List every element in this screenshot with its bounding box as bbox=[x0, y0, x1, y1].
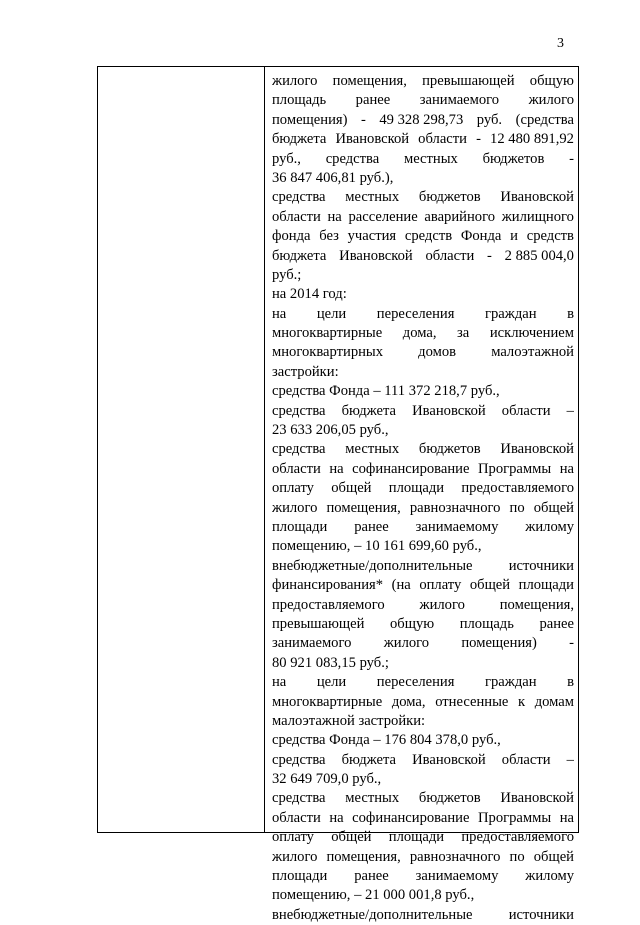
word: многоквартирные bbox=[272, 325, 383, 342]
word: цели bbox=[316, 674, 347, 691]
word: 12 480 891,92 bbox=[490, 131, 574, 148]
word: жилого bbox=[383, 635, 430, 652]
text-line bbox=[272, 111, 574, 130]
word: 49 328 298,73 bbox=[379, 111, 464, 128]
word: финансирования* bbox=[272, 577, 384, 594]
word: бюджетов bbox=[418, 189, 481, 206]
word: жилого bbox=[272, 499, 318, 516]
word: занимаемому bbox=[415, 868, 499, 885]
text-line: 80 921 083,15 руб.; bbox=[272, 654, 389, 671]
word: Ивановской bbox=[500, 189, 574, 206]
word: жилищного bbox=[501, 208, 574, 225]
word: многоквартирные bbox=[272, 693, 383, 710]
word: области bbox=[501, 751, 551, 768]
word: бюджета bbox=[341, 751, 397, 768]
word: - bbox=[487, 247, 492, 264]
word: превышающей bbox=[422, 73, 515, 89]
text-line bbox=[272, 867, 574, 886]
word: области bbox=[418, 131, 467, 148]
text-line: помещению, – 10 161 699,60 руб., bbox=[272, 538, 482, 555]
text-line bbox=[272, 828, 574, 847]
word: (средства bbox=[515, 111, 574, 128]
word: домам bbox=[534, 693, 574, 710]
text-line bbox=[272, 188, 574, 207]
word: граждан bbox=[484, 674, 537, 691]
text-line: средства Фонда – 176 804 378,0 руб., bbox=[272, 732, 501, 749]
text-line bbox=[272, 518, 574, 537]
word: помещения, bbox=[326, 499, 401, 516]
word: площадь bbox=[272, 92, 327, 109]
word: местных bbox=[403, 150, 458, 167]
word: в bbox=[567, 305, 574, 322]
word: ранее bbox=[355, 92, 391, 109]
text-line bbox=[272, 479, 574, 498]
word: области bbox=[272, 460, 321, 477]
text-line bbox=[272, 557, 574, 576]
word: жилому bbox=[525, 868, 574, 885]
word: средства bbox=[272, 790, 326, 807]
word: исключением bbox=[489, 325, 574, 342]
word: по bbox=[509, 848, 525, 865]
text-line bbox=[272, 402, 574, 421]
word: малоэтажной bbox=[491, 344, 574, 361]
word: и bbox=[510, 228, 518, 245]
word: на bbox=[329, 460, 344, 477]
column-divider bbox=[264, 67, 265, 832]
financing-text-cell bbox=[272, 72, 574, 925]
word: предоставляемого bbox=[461, 480, 574, 497]
word: помещения) bbox=[461, 635, 537, 652]
word: 2 885 004,0 bbox=[504, 247, 574, 264]
word: оплату bbox=[272, 829, 314, 846]
word: области bbox=[501, 402, 551, 419]
word: - bbox=[569, 150, 574, 167]
word: (на bbox=[391, 577, 411, 594]
word: руб. bbox=[476, 111, 503, 128]
text-line bbox=[272, 343, 574, 362]
word: граждан bbox=[484, 305, 537, 322]
word: Ивановской bbox=[500, 790, 574, 807]
program-table bbox=[97, 66, 579, 923]
word: площадь bbox=[459, 615, 514, 632]
text-line bbox=[272, 634, 574, 653]
word: площади bbox=[272, 518, 328, 535]
word: бюджета bbox=[272, 247, 327, 264]
word: средства bbox=[272, 751, 326, 768]
word: жилого bbox=[272, 848, 318, 865]
word: Ивановской bbox=[412, 751, 486, 768]
word: дома, bbox=[391, 693, 426, 710]
text-line: руб.; bbox=[272, 266, 302, 283]
word: на bbox=[272, 674, 287, 691]
word: многоквартирных bbox=[272, 344, 384, 361]
text-line bbox=[272, 789, 574, 808]
word: внебюджетные/дополнительные bbox=[272, 557, 473, 574]
word: жилого bbox=[528, 92, 574, 109]
word: помещения, bbox=[326, 848, 401, 865]
word: фонда bbox=[272, 228, 311, 245]
word: Программы bbox=[477, 809, 552, 826]
word: общей bbox=[533, 499, 574, 516]
text-line: средства Фонда – 111 372 218,7 руб., bbox=[272, 383, 500, 400]
word: софинансирование bbox=[352, 460, 470, 477]
text-line: 36 847 406,81 руб.), bbox=[272, 169, 394, 186]
text-line: 23 633 206,05 руб., bbox=[272, 422, 389, 439]
text-line bbox=[272, 576, 574, 595]
word: предоставляемого bbox=[461, 829, 574, 846]
word: Ивановской bbox=[339, 247, 413, 264]
word: области bbox=[425, 247, 475, 264]
word: расселение bbox=[348, 208, 418, 225]
word: софинансирование bbox=[352, 809, 470, 826]
word: общей bbox=[331, 829, 372, 846]
page-number: 3 bbox=[557, 36, 564, 51]
text-line bbox=[272, 848, 574, 867]
word: области bbox=[272, 208, 321, 225]
word: руб., bbox=[272, 150, 301, 167]
word: аварийного bbox=[424, 208, 496, 225]
word: равнозначного bbox=[409, 499, 501, 516]
word: общей bbox=[331, 480, 372, 497]
word: предоставляемого bbox=[272, 596, 385, 613]
word: на bbox=[329, 809, 344, 826]
word: источники bbox=[508, 906, 574, 923]
word: местных bbox=[345, 441, 400, 458]
word: переселения bbox=[376, 305, 455, 322]
text-line bbox=[272, 227, 574, 246]
word: Ивановской bbox=[412, 402, 486, 419]
word: внебюджетные/дополнительные bbox=[272, 906, 473, 923]
word: Программы bbox=[477, 460, 552, 477]
word: общей bbox=[533, 848, 574, 865]
word: бюджета bbox=[341, 402, 397, 419]
word: области bbox=[272, 809, 321, 826]
word: - bbox=[360, 111, 366, 128]
word: ранее bbox=[354, 518, 389, 535]
word: отнесенные bbox=[435, 693, 509, 710]
word: средства bbox=[272, 402, 326, 419]
word: средств bbox=[404, 228, 453, 245]
word: на bbox=[272, 305, 287, 322]
word: цели bbox=[316, 305, 347, 322]
word: Ивановской bbox=[500, 441, 574, 458]
text-line: застройки: bbox=[272, 363, 339, 380]
word: переселения bbox=[376, 674, 455, 691]
word: превышающей bbox=[272, 615, 365, 632]
word: площади bbox=[272, 868, 328, 885]
word: общей bbox=[469, 577, 511, 594]
text-line bbox=[272, 150, 574, 169]
word: местных bbox=[345, 189, 400, 206]
word: на bbox=[327, 208, 342, 225]
word: за bbox=[457, 325, 470, 342]
word: бюджетов bbox=[482, 150, 545, 167]
word: общую bbox=[529, 73, 574, 89]
text-line bbox=[272, 208, 574, 227]
word: бюджетов bbox=[418, 441, 481, 458]
text-line bbox=[272, 91, 574, 110]
word: оплату bbox=[419, 577, 462, 594]
word: жилому bbox=[525, 518, 574, 535]
word: средства bbox=[325, 150, 380, 167]
text-line bbox=[272, 72, 574, 91]
word: ранее bbox=[539, 615, 574, 632]
text-line bbox=[272, 596, 574, 615]
word: помещения, bbox=[499, 596, 574, 613]
text-line: малоэтажной застройки: bbox=[272, 712, 426, 729]
word: по bbox=[509, 499, 525, 516]
word: помещения) bbox=[272, 111, 348, 128]
word: без bbox=[319, 228, 339, 245]
text-line bbox=[272, 440, 574, 459]
text-line bbox=[272, 906, 574, 925]
word: - bbox=[569, 635, 574, 652]
word: бюджета bbox=[272, 131, 327, 148]
text-line bbox=[272, 499, 574, 518]
word: площади bbox=[518, 577, 574, 594]
text-line bbox=[272, 693, 574, 712]
word: бюджетов bbox=[418, 790, 481, 807]
word: средства bbox=[272, 189, 326, 206]
text-line bbox=[272, 130, 574, 149]
word: местных bbox=[345, 790, 400, 807]
word: занимаемого bbox=[272, 635, 352, 652]
word: равнозначного bbox=[409, 848, 501, 865]
word: к bbox=[517, 693, 526, 710]
word: общую bbox=[389, 615, 435, 632]
word: площади bbox=[388, 829, 445, 846]
text-line bbox=[272, 673, 574, 692]
word: ранее bbox=[354, 868, 389, 885]
word: жилого bbox=[419, 596, 465, 613]
word: дома, bbox=[402, 325, 437, 342]
word: Ивановской bbox=[335, 131, 410, 148]
word: помещения, bbox=[332, 73, 407, 89]
text-line bbox=[272, 305, 574, 324]
word: оплату bbox=[272, 480, 314, 497]
word: на bbox=[559, 809, 574, 826]
text-line bbox=[272, 809, 574, 828]
word: средства bbox=[272, 441, 326, 458]
text-line: 32 649 709,0 руб., bbox=[272, 771, 382, 788]
word: жилого bbox=[272, 73, 318, 89]
text-line: помещению, – 21 000 001,8 руб., bbox=[272, 887, 475, 904]
word: площади bbox=[388, 480, 445, 497]
word: Фонда bbox=[460, 228, 502, 245]
word: на bbox=[559, 460, 574, 477]
text-line bbox=[272, 615, 574, 634]
word: - bbox=[476, 131, 481, 148]
text-line bbox=[272, 751, 574, 770]
text-line bbox=[272, 247, 574, 266]
word: средств bbox=[526, 228, 574, 245]
word: – bbox=[566, 751, 574, 768]
word: участия bbox=[347, 228, 397, 245]
text-line: на 2014 год: bbox=[272, 286, 347, 303]
text-line bbox=[272, 460, 574, 479]
word: занимаемого bbox=[419, 92, 500, 109]
word: источники bbox=[508, 557, 574, 574]
word: – bbox=[566, 402, 574, 419]
word: в bbox=[567, 674, 574, 691]
word: занимаемому bbox=[415, 518, 499, 535]
word: домов bbox=[418, 344, 457, 361]
text-line bbox=[272, 324, 574, 343]
